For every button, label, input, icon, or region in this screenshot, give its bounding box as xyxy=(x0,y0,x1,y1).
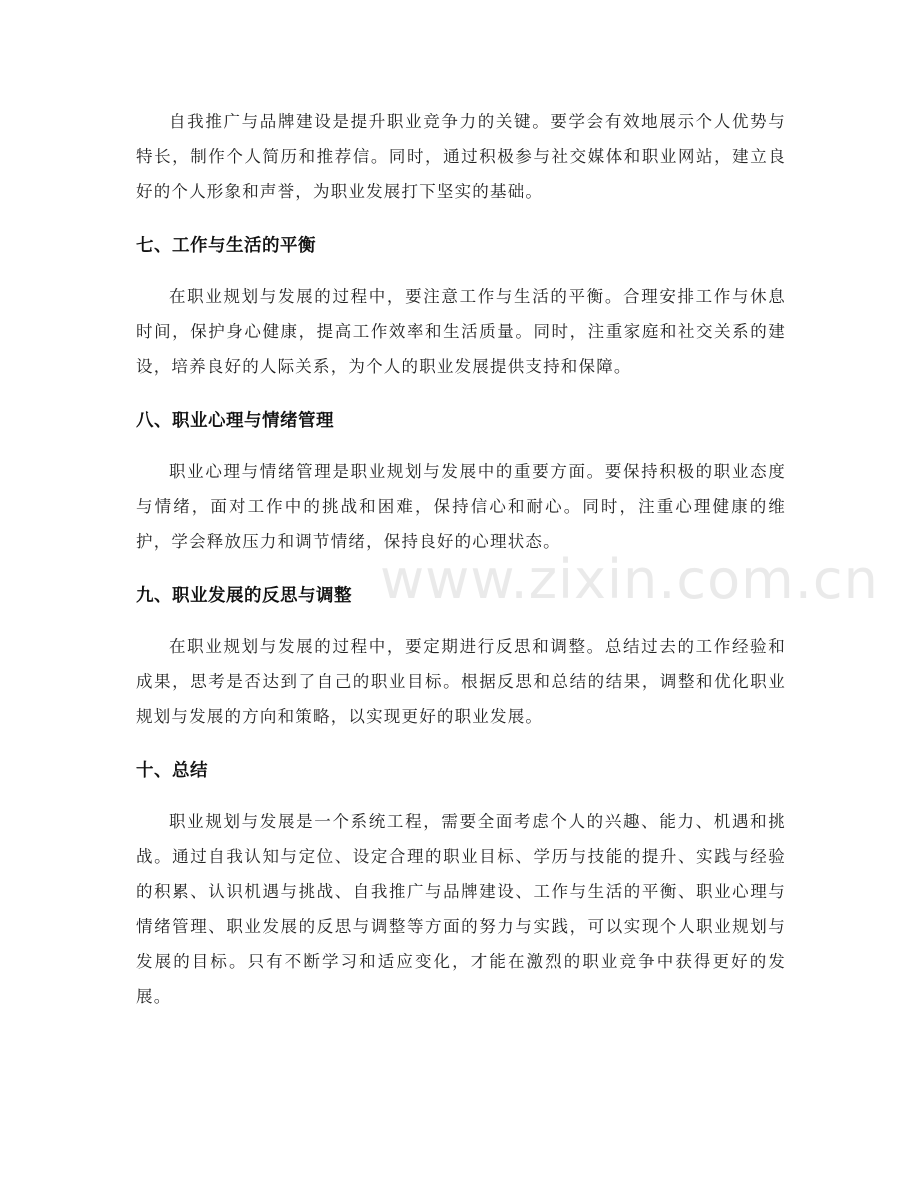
paragraph-self-promotion: 自我推广与品牌建设是提升职业竞争力的关键。要学会有效地展示个人优势与特长，制作个人简历和推荐信。同时，通过积极参与社交媒体和职业网站，建立良好的个人形象和声誉，为职业发展打下坚实的基础。 xyxy=(136,112,786,201)
heading-summary: 十、总结 xyxy=(136,761,208,781)
heading-reflection-adjustment: 九、职业发展的反思与调整 xyxy=(136,586,352,606)
heading-career-psychology: 八、职业心理与情绪管理 xyxy=(136,411,334,431)
document-content xyxy=(136,104,786,1014)
paragraph-summary: 职业规划与发展是一个系统工程，需要全面考虑个人的兴趣、能力、机遇和挑战。通过自我认知与定位、设定合理的职业目标、学历与技能的提升、实践与经验的积累、认识机遇与挑战、自我推广与品牌建设、工作与生活的平衡、职业心理与情绪管理、职业发展的反思与调整等方面的努力与实践，可以实现个人职业规划与发展的目标。只有不断学习和适应变化，才能在激烈的职业竞争中获得更好的发展。 xyxy=(136,812,786,1006)
paragraph-career-psychology: 职业心理与情绪管理是职业规划与发展中的重要方面。要保持积极的职业态度与情绪，面对工作中的挑战和困难，保持信心和耐心。同时，注重心理健康的维护，学会释放压力和调节情绪，保持良好的心理状态。 xyxy=(136,462,786,551)
watermark: www.zixin.com.cn xyxy=(380,548,879,611)
heading-work-life-balance: 七、工作与生活的平衡 xyxy=(136,236,316,256)
paragraph-work-life-balance: 在职业规划与发展的过程中，要注意工作与生活的平衡。合理安排工作与休息时间，保护身心健康，提高工作效率和生活质量。同时，注重家庭和社交关系的建设，培养良好的人际关系，为个人的职业发展提供支持和保障。 xyxy=(136,287,786,376)
paragraph-reflection-adjustment: 在职业规划与发展的过程中，要定期进行反思和调整。总结过去的工作经验和成果，思考是否达到了自己的职业目标。根据反思和总结的结果，调整和优化职业规划与发展的方向和策略，以实现更好的职业发展。 xyxy=(136,637,786,726)
